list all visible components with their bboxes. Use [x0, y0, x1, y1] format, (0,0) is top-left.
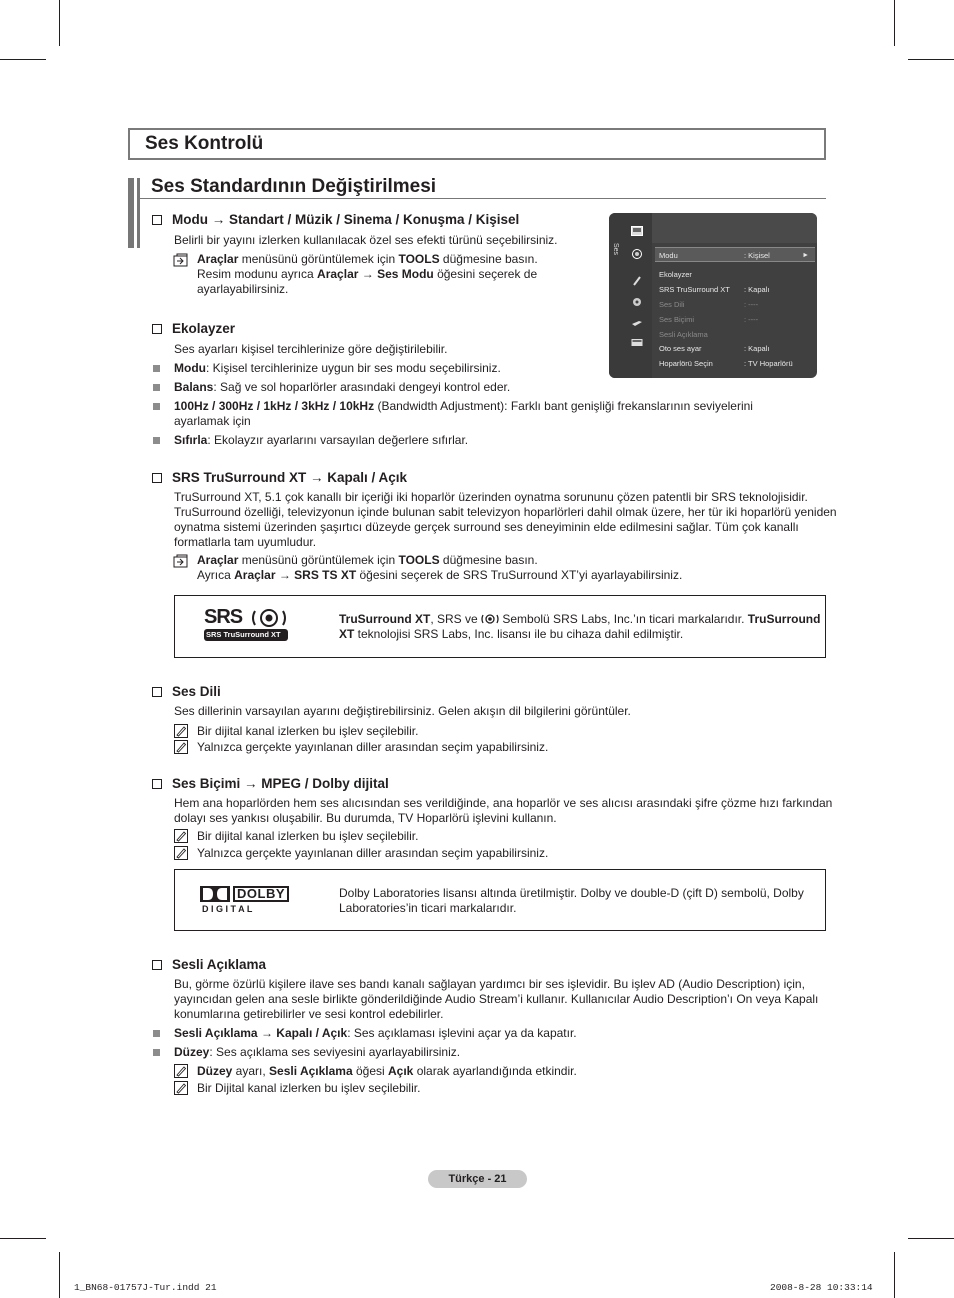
bullet-text: : Ekolayzır ayarlarını varsayılan değerlere sıfırlar.	[207, 433, 469, 447]
bullet-bold: Modu	[174, 361, 206, 375]
note-icon	[174, 1081, 188, 1095]
srs-tools-b2: TOOLS	[398, 553, 440, 567]
menu-row-label: Ses Biçimi	[659, 315, 695, 324]
title-bar-stripe	[134, 178, 137, 248]
srs-circle-icon	[251, 609, 287, 627]
menu-row-srs[interactable]	[659, 282, 817, 297]
modu-tools-b1: Araçlar	[197, 252, 239, 266]
crop-mark	[0, 59, 46, 60]
print-slug-left: 1_BN68-01757J-Tur.indd 21	[74, 1282, 217, 1293]
ekolayzer-heading-text: Ekolayzer	[172, 321, 236, 336]
note-bold: Düzey	[197, 1064, 233, 1078]
srs-tools-t4: öğesini seçerek de SRS TruSurround XT’yi ayarlayabilirsiniz.	[356, 568, 683, 582]
menu-row-value: : Kapalı	[744, 344, 770, 353]
menu-row-label: SRS TruSurround XT	[659, 285, 730, 294]
note-text: öğesi	[352, 1064, 388, 1078]
checkbox-icon	[152, 324, 162, 334]
note-text: ayarı,	[232, 1064, 270, 1078]
double-d-icon	[200, 886, 230, 902]
sesli-bullet-1	[174, 1026, 577, 1041]
srs-paragraph	[174, 490, 837, 550]
bullet-text: : Ses açıklama ses seviyesini ayarlayabilirsiniz.	[209, 1045, 461, 1059]
bullet-text: (Bandwidth Adjustment): Farklı bant genişliği frekanslarının seviyelerini	[374, 399, 753, 413]
menu-row-value: : ----	[744, 300, 759, 309]
tools-icon	[173, 253, 189, 267]
srs-box-t1: , SRS ve	[430, 612, 482, 626]
srs-tools-b3: Araçlar → SRS TS XT	[234, 568, 357, 582]
ses-dili-note-2: Yalnızca gerçekte yayınlanan diller arasından seçim yapabilirsiniz.	[197, 740, 549, 754]
ses-dili-note-1: Bir dijital kanal izlerken bu işlev seçilebilir.	[197, 724, 419, 738]
bullet-square-icon	[153, 1049, 160, 1056]
crop-mark	[59, 1252, 60, 1298]
modu-tools-t4: öğesini seçerek de	[433, 267, 538, 281]
crop-mark	[894, 0, 895, 46]
srs-p1: TruSurround XT, 5.1 çok kanallı bir içeriği iki hoparlör üzerinden oynatma sorununu çözen patentli bir SRS teknolojisidir.	[174, 490, 808, 504]
bullet-bold: Sesli Açıklama → Kapalı / Açık	[174, 1026, 348, 1040]
dolby-logo-sub: D I G I T A L	[202, 904, 253, 914]
srs-logo-text: SRS	[204, 606, 243, 628]
dolby-box-t1: Dolby Laboratories lisansı altında üretilmiştir. Dolby ve double-D (çift D) sembolü, Dolby	[339, 886, 804, 900]
menu-row-ses-dili	[659, 297, 817, 312]
menu-row-value: : Kapalı	[744, 285, 770, 294]
menu-row-ekolayzer[interactable]	[659, 267, 817, 282]
bullet-text: : Sağ ve sol hoparlörler arasındaki dengeyi kontrol eder.	[213, 380, 511, 394]
modu-desc: Belirli bir yayını izlerken kullanılacak özel ses efekti türünü seçebilirsiniz.	[174, 233, 558, 247]
menu-row-label: Hoparlörü Seçin	[659, 359, 713, 368]
srs-heading	[152, 469, 407, 486]
bullet-square-icon	[153, 437, 160, 444]
sesli-note-2: Bir Dijital kanal izlerken bu işlev seçilebilir.	[197, 1081, 421, 1095]
ses-bicimi-paragraph	[174, 796, 832, 826]
crop-mark	[0, 1238, 46, 1239]
dolby-box-t2: Laboratories’in ticari markalarıdır.	[339, 901, 517, 915]
note-icon	[174, 846, 188, 860]
ekolayzer-bullet-4	[174, 433, 468, 448]
setup-icon	[631, 297, 643, 307]
modu-tools-t3: Resim modunu ayrıca	[197, 267, 318, 281]
ses-bicimi-heading-text: Ses Biçimi → MPEG / Dolby dijital	[172, 776, 389, 791]
modu-tools-note	[197, 252, 538, 297]
dolby-logo	[200, 886, 292, 916]
srs-p4: formatlarla tam uyumludur.	[174, 535, 317, 549]
note-text: olarak ayarlandığında etkindir.	[413, 1064, 577, 1078]
srs-p3: oynatma sistemi üzerinden şaşırtıcı düzeyde gerçek surround ses deneyiminin elde edilmesini sağlar. Tüm çok kanallı	[174, 520, 799, 534]
modu-tools-t1: menüsünü görüntülemek için	[238, 252, 399, 266]
input-icon	[631, 318, 643, 328]
note-icon	[174, 829, 188, 843]
srs-p2: TruSurround özelliği, televizyonun içinde bulunan sabit televizyon hoparlörleri dahil olmak üzere, her tür iki hoparlörü yeniden	[174, 505, 837, 519]
srs-logo-sub: SRS TruSurround XT	[206, 630, 281, 639]
crop-mark	[908, 59, 954, 60]
ekolayzer-bullet-2	[174, 380, 510, 395]
srs-trademark-text	[339, 612, 820, 642]
ses-bicimi-p1: Hem ana hoparlörden hem ses alıcısından ses verildiğinde, ana hoparlör ve ses alıcısı arasındaki şifre çözme hızı farkından	[174, 796, 833, 810]
ses-dili-heading-text: Ses Dili	[172, 684, 221, 699]
bullet-bold: Balans	[174, 380, 214, 394]
modu-tools-t2: düğmesine basın.	[439, 252, 538, 266]
menu-row-hoparlor[interactable]	[659, 356, 817, 371]
srs-box-b1: TruSurround XT	[339, 612, 431, 626]
sesli-note-1	[197, 1064, 577, 1079]
checkbox-icon	[152, 473, 162, 483]
checkbox-icon	[152, 215, 162, 225]
bullet-square-icon	[153, 1030, 160, 1037]
dolby-logo-word: DOLBY	[237, 886, 285, 901]
srs-tools-t2: düğmesine basın.	[439, 553, 538, 567]
sound-menu-screenshot	[609, 213, 817, 378]
srs-box-b3: XT	[339, 627, 355, 641]
menu-row-oto-ses[interactable]	[659, 341, 817, 356]
crop-mark	[59, 0, 60, 46]
bullet-bold: Düzey	[174, 1045, 210, 1059]
sesli-heading-text: Sesli Açıklama	[172, 957, 267, 972]
menu-row-ses-bicimi	[659, 312, 817, 327]
ekolayzer-bullet-1	[174, 361, 501, 376]
menu-row-label: Ses Dili	[659, 300, 685, 309]
ses-dili-heading	[152, 683, 221, 700]
page-title: Ses Standardının Değiştirilmesi	[151, 176, 437, 197]
modu-tools-t5: ayarlayabilirsiniz.	[197, 282, 289, 296]
menu-row-modu[interactable]	[655, 247, 815, 262]
sesli-paragraph	[174, 977, 818, 1022]
srs-heading-text: SRS TruSurround XT → Kapalı / Açık	[172, 470, 408, 485]
menu-row-value: : TV Hoparlörü	[744, 359, 793, 368]
sesli-bullet-2	[174, 1045, 460, 1060]
note-bold: Sesli Açıklama	[269, 1064, 353, 1078]
menu-row-sesli-aciklama	[659, 327, 817, 342]
title-underline	[140, 198, 826, 199]
sound-icon	[631, 249, 643, 259]
ses-bicimi-heading	[152, 775, 389, 792]
menu-icon-column	[609, 213, 652, 378]
bullet-bold: Sıfırla	[174, 433, 208, 447]
checkbox-icon	[152, 960, 162, 970]
crop-mark	[894, 1252, 895, 1298]
ses-bicimi-p2: dolayı ses yankısı oluşabilir. Bu durumda, TV Hoparlörü işlevini kullanın.	[174, 811, 557, 825]
checkbox-icon	[152, 687, 162, 697]
ses-dili-desc: Ses dillerinin varsayılan ayarını değiştirebilirsiniz. Gelen akışın dil bilgilerini görüntüler.	[174, 704, 631, 718]
ses-bicimi-note-2: Yalnızca gerçekte yayınlanan diller arasından seçim yapabilirsiniz.	[197, 846, 549, 860]
menu-side-label: Ses	[612, 243, 619, 256]
bullet-text: ayarlamak için	[174, 414, 251, 428]
sesli-heading	[152, 956, 266, 973]
modu-tools-b2: TOOLS	[398, 252, 440, 266]
arrow-right-icon: ►	[802, 252, 809, 259]
ekolayzer-desc: Ses ayarları kişisel tercihlerinize göre değiştirilebilir.	[174, 342, 448, 356]
srs-tools-t3: Ayrıca	[197, 568, 235, 582]
bullet-text: : Kişisel tercihlerinize uygun bir ses modu seçebilirsiniz.	[206, 361, 501, 375]
ses-bicimi-note-1: Bir dijital kanal izlerken bu işlev seçilebilir.	[197, 829, 419, 843]
modu-heading	[152, 211, 519, 228]
bullet-text: : Ses açıklaması işlevini açar ya da kapatır.	[347, 1026, 577, 1040]
srs-box-t3: teknolojisi SRS Labs, Inc. lisansı ile bu cihaza dahil edilmiştir.	[354, 627, 684, 641]
sesli-p2: yayıncıdan gelen ana sesle birlikte gönderildiğinde Audio Stream’i kullanır. Kullanıcılar Audio Description’ı On veya Kapalı	[174, 992, 819, 1006]
ekolayzer-heading	[152, 320, 235, 337]
dolby-trademark-text	[339, 886, 804, 916]
menu-header	[652, 213, 817, 243]
srs-tools-t1: menüsünü görüntülemek için	[238, 553, 399, 567]
bullet-square-icon	[153, 384, 160, 391]
modu-heading-text: Modu → Standart / Müzik / Sinema / Konuşma / Kişisel	[172, 212, 520, 227]
picture-icon	[631, 226, 643, 236]
application-icon	[631, 338, 643, 348]
note-icon	[174, 1064, 188, 1078]
srs-logo	[204, 608, 288, 644]
tools-icon	[173, 554, 189, 568]
channel-icon	[631, 276, 643, 286]
bullet-square-icon	[153, 365, 160, 372]
menu-row-label: Ekolayzer	[659, 270, 692, 279]
sesli-p1: Bu, görme özürlü kişilere ilave ses bandı kanalı sağlayan yardımcı bir ses işlevidir. Bu işlev AD (Audio Description) için,	[174, 977, 805, 991]
note-bold: Açık	[388, 1064, 414, 1078]
bullet-square-icon	[153, 403, 160, 410]
print-slug-right: 2008-8-28 10:33:14	[770, 1282, 873, 1293]
srs-box-b2: TruSurround	[747, 612, 821, 626]
menu-row-label: Sesli Açıklama	[659, 330, 708, 339]
srs-tools-b1: Araçlar	[197, 553, 239, 567]
modu-tools-b3: Araçlar → Ses Modu	[317, 267, 434, 281]
checkbox-icon	[152, 779, 162, 789]
sesli-p3: konumlarına getirebilirler ve sesi kontrol edebilirler.	[174, 1007, 444, 1021]
menu-row-label: Modu	[659, 251, 678, 260]
menu-row-label: Oto ses ayar	[659, 344, 702, 353]
section-title: Ses Kontrolü	[128, 128, 826, 160]
crop-mark	[908, 1238, 954, 1239]
menu-row-value: : Kişisel	[744, 251, 770, 260]
srs-symbol-icon	[481, 614, 499, 624]
note-icon	[174, 740, 188, 754]
srs-tools-note	[197, 553, 682, 583]
note-icon	[174, 724, 188, 738]
page-number: Türkçe - 21	[428, 1170, 527, 1188]
srs-box-t2: Sembolü SRS Labs, Inc.’ın ticari markalarıdır.	[499, 612, 748, 626]
ekolayzer-bullet-3	[174, 399, 753, 429]
menu-row-value: : ----	[744, 315, 759, 324]
bullet-bold: 100Hz / 300Hz / 1kHz / 3kHz / 10kHz	[174, 399, 375, 413]
